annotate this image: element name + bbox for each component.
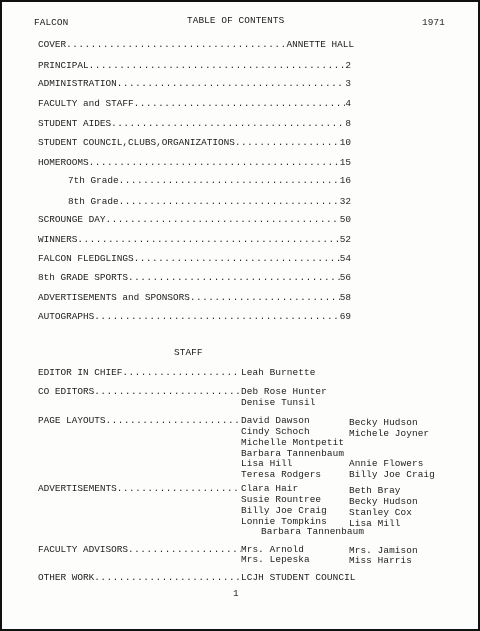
toc-label: COVER <box>38 39 67 50</box>
staff-name: Mrs. Arnold <box>241 544 304 555</box>
staff-leader <box>94 572 241 584</box>
toc-page: 58 <box>339 292 351 303</box>
toc-page: 56 <box>339 272 351 283</box>
staff-name: Deb Rose Hunter <box>241 386 327 397</box>
header-falcon: FALCON <box>34 17 69 28</box>
staff-role-page-layouts <box>38 415 241 427</box>
staff-name: Mrs. Lepeska <box>241 554 310 565</box>
toc-leader <box>119 175 340 187</box>
toc-label: 7th Grade <box>68 175 119 186</box>
staff-name: Mrs. Jamison <box>349 545 418 556</box>
staff-leader <box>94 386 241 398</box>
toc-leader <box>190 292 340 304</box>
staff-role-advertisements <box>38 483 241 495</box>
toc-label: STUDENT COUNCIL,CLUBS,ORGANIZATIONS <box>38 137 235 148</box>
staff-leader <box>117 483 241 495</box>
staff-role-co-editors <box>38 386 241 398</box>
toc-administration <box>38 78 351 90</box>
staff-name: Barbara Tannenbaum <box>241 448 345 459</box>
toc-leader <box>128 272 340 284</box>
toc-student-aides <box>38 118 351 130</box>
staff-name: Miss Harris <box>349 555 412 566</box>
staff-name: Billy Joe Craig <box>241 505 327 516</box>
toc-page: 15 <box>339 157 351 168</box>
toc-scrounge-day <box>38 214 351 226</box>
staff-name: Susie Rountree <box>241 494 322 505</box>
staff-name: Cindy Schoch <box>241 426 310 437</box>
toc-leader <box>106 214 340 226</box>
page-title: TABLE OF CONTENTS <box>187 15 285 26</box>
staff-name: Lisa Hill <box>241 458 293 469</box>
staff-name: Lonnie Tompkins <box>241 516 327 527</box>
staff-name: Lisa Mill <box>349 518 401 529</box>
staff-name: Denise Tunsil <box>241 397 316 408</box>
toc-page: 54 <box>339 253 351 264</box>
header-year: 1971 <box>422 17 445 28</box>
toc-leader <box>235 137 340 149</box>
toc-7th-grade <box>68 175 351 187</box>
toc-homerooms <box>38 157 351 169</box>
page-number: 1 <box>233 588 239 599</box>
toc-8th-grade-sports <box>38 272 351 284</box>
toc-label: SCROUNGE DAY <box>38 214 106 225</box>
staff-leader <box>128 544 241 556</box>
toc-label: ADVERTISEMENTS and SPONSORS <box>38 292 190 303</box>
toc-page: 3 <box>345 78 351 89</box>
toc-page: 2 <box>345 60 351 71</box>
staff-role-label: FACULTY ADVISORS <box>38 544 129 555</box>
toc-leader <box>89 157 340 169</box>
toc-leader <box>66 39 286 51</box>
toc-leader <box>134 98 346 110</box>
staff-name: Billy Joe Craig <box>349 469 435 480</box>
toc-student-council <box>38 137 351 149</box>
toc-advertisements-sponsors <box>38 292 351 304</box>
toc-label: ADMINISTRATION <box>38 78 117 89</box>
toc-page: 4 <box>345 98 351 109</box>
staff-name: David Dawson <box>241 415 310 426</box>
staff-role-label: CO EDITORS <box>38 386 95 397</box>
staff-role-editor-in-chief <box>38 367 241 379</box>
staff-name: Annie Flowers <box>349 458 424 469</box>
toc-label: 8th GRADE SPORTS <box>38 272 129 283</box>
staff-name: Becky Hudson <box>349 496 418 507</box>
toc-page: 16 <box>339 175 351 186</box>
toc-leader <box>119 196 340 208</box>
staff-name: Barbara Tannenbaum <box>261 526 365 537</box>
toc-principal <box>38 60 351 72</box>
toc-page: 8 <box>345 118 351 129</box>
staff-role-other-work <box>38 572 241 584</box>
toc-falcon-fledglings <box>38 253 351 265</box>
staff-leader <box>122 367 241 379</box>
staff-name: Stanley Cox <box>349 507 412 518</box>
staff-role-label: ADVERTISEMENTS <box>38 483 117 494</box>
staff-name: Clara Hair <box>241 483 299 494</box>
toc-page: 52 <box>339 234 351 245</box>
toc-leader <box>111 118 345 130</box>
toc-page: 69 <box>339 311 351 322</box>
staff-role-faculty-advisors <box>38 544 241 556</box>
toc-page: ANNETTE HALL <box>286 39 354 50</box>
staff-name: LCJH STUDENT COUNCIL <box>241 572 356 583</box>
toc-leader <box>134 253 340 265</box>
staff-name: Michelle Montpetit <box>241 437 345 448</box>
toc-cover <box>38 39 354 51</box>
toc-leader <box>77 234 339 246</box>
toc-label: FALCON FLEDGLINGS <box>38 253 134 264</box>
staff-heading: STAFF <box>174 347 203 358</box>
toc-page: 32 <box>339 196 351 207</box>
toc-label: FACULTY and STAFF <box>38 98 134 109</box>
staff-role-label: OTHER WORK <box>38 572 95 583</box>
toc-leader <box>94 311 339 323</box>
staff-name: Teresa Rodgers <box>241 469 322 480</box>
toc-label: HOMEROOMS <box>38 157 89 168</box>
toc-page: 50 <box>339 214 351 225</box>
staff-leader <box>106 415 241 427</box>
toc-label: AUTOGRAPHS <box>38 311 95 322</box>
toc-8th-grade <box>68 196 351 208</box>
toc-leader <box>117 78 346 90</box>
toc-winners <box>38 234 351 246</box>
toc-leader <box>89 60 346 72</box>
toc-faculty-staff <box>38 98 351 110</box>
toc-label: 8th Grade <box>68 196 119 207</box>
staff-name: Beth Bray <box>349 485 401 496</box>
toc-label: WINNERS <box>38 234 78 245</box>
toc-label: STUDENT AIDES <box>38 118 112 129</box>
staff-name: Becky Hudson <box>349 417 418 428</box>
staff-role-label: EDITOR IN CHIEF <box>38 367 123 378</box>
staff-role-label: PAGE LAYOUTS <box>38 415 106 426</box>
staff-name: Leah Burnette <box>241 367 316 378</box>
staff-name: Michele Joyner <box>349 428 430 439</box>
toc-page: 10 <box>339 137 351 148</box>
toc-label: PRINCIPAL <box>38 60 89 71</box>
toc-autographs <box>38 311 351 323</box>
